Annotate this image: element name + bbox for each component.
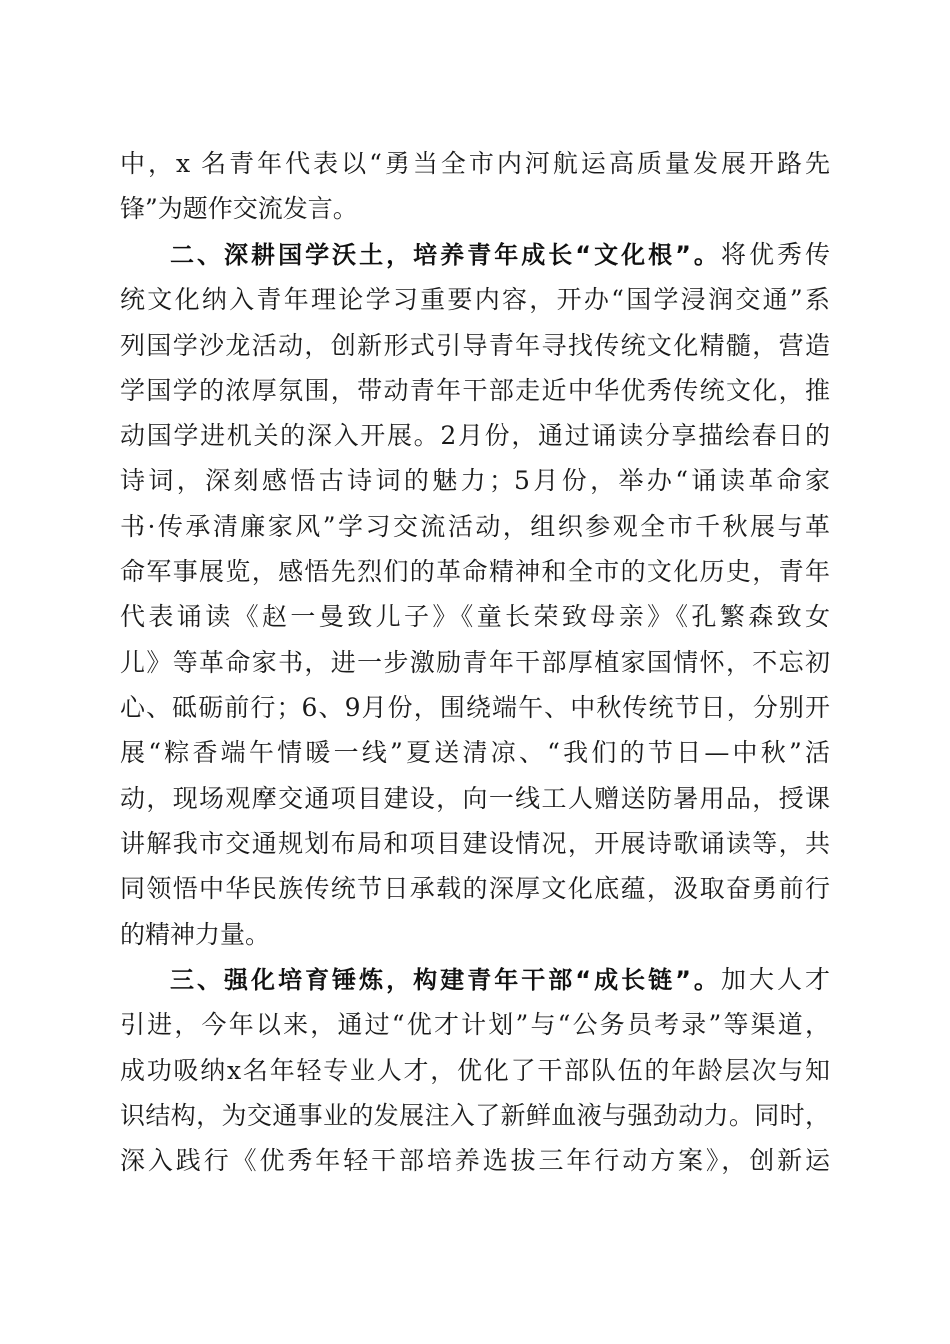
paragraph-line: 代表诵读《赵一曼致儿子》《童长荣致母亲》《孔繁森致女 [120, 602, 830, 631]
paragraph-line: 深入践行《优秀年轻干部培养选拔三年行动方案》，创新运 [120, 1146, 830, 1175]
section-heading: 三、强化培育锤炼，构建青年干部“成长链”。 [170, 966, 721, 994]
paragraph-line [170, 235, 830, 275]
paragraph-text: 加大人才 [720, 965, 830, 994]
paragraph-line: 成功吸纳x名年轻专业人才，优化了干部队伍的年龄层次与知 [120, 1056, 830, 1085]
paragraph-line: 命军事展览，感悟先烈们的革命精神和全市的文化历史，青年 [120, 557, 830, 586]
paragraph-line [170, 960, 830, 1000]
paragraph-line: 儿》等革命家书，进一步激励青年干部厚植家国情怀，不忘初 [120, 648, 830, 677]
paragraph-line: 的精神力量。 [120, 920, 271, 949]
paragraph-line: 书·传承清廉家风”学习交流活动，组织参观全市千秋展与革 [120, 512, 830, 541]
paragraph-line: 同领悟中华民族传统节日承载的深厚文化底蕴，汲取奋勇前行 [120, 874, 830, 903]
paragraph-line: 诗词，深刻感悟古诗词的魅力；5月份，举办“诵读革命家 [120, 466, 830, 495]
paragraph-line: 学国学的浓厚氛围，带动青年干部走近中华优秀传统文化，推 [120, 376, 830, 405]
paragraph-line: 动，现场观摩交通项目建设，向一线工人赠送防暑用品，授课 [120, 784, 830, 813]
paragraph-text: 将优秀传 [720, 240, 830, 269]
paragraph-line: 展“粽香端午情暖一线”夏送清凉、“我们的节日—中秋”活 [120, 738, 830, 767]
paragraph-line: 识结构，为交通事业的发展注入了新鲜血液与强劲动力。同时， [120, 1101, 830, 1130]
paragraph-line: 锋”为题作交流发言。 [120, 194, 358, 223]
section-heading: 二、深耕国学沃土，培养青年成长“文化根”。 [170, 241, 721, 269]
paragraph-line: 统文化纳入青年理论学习重要内容，开办“国学浸润交通”系 [120, 285, 830, 314]
paragraph-line: 列国学沙龙活动，创新形式引导青年寻找传统文化精髓，营造 [120, 331, 830, 360]
paragraph-line: 引进，今年以来，通过“优才计划”与“公务员考录”等渠道， [120, 1010, 830, 1039]
paragraph-line: 动国学进机关的深入开展。2月份，通过诵读分享描绘春日的 [120, 421, 830, 450]
paragraph-line: 中，x 名青年代表以“勇当全市内河航运高质量发展开路先 [120, 149, 830, 178]
paragraph-line: 讲解我市交通规划布局和项目建设情况，开展诗歌诵读等，共 [120, 829, 830, 858]
paragraph-line: 心、砥砺前行；6、9月份，围绕端午、中秋传统节日，分别开 [120, 693, 830, 722]
